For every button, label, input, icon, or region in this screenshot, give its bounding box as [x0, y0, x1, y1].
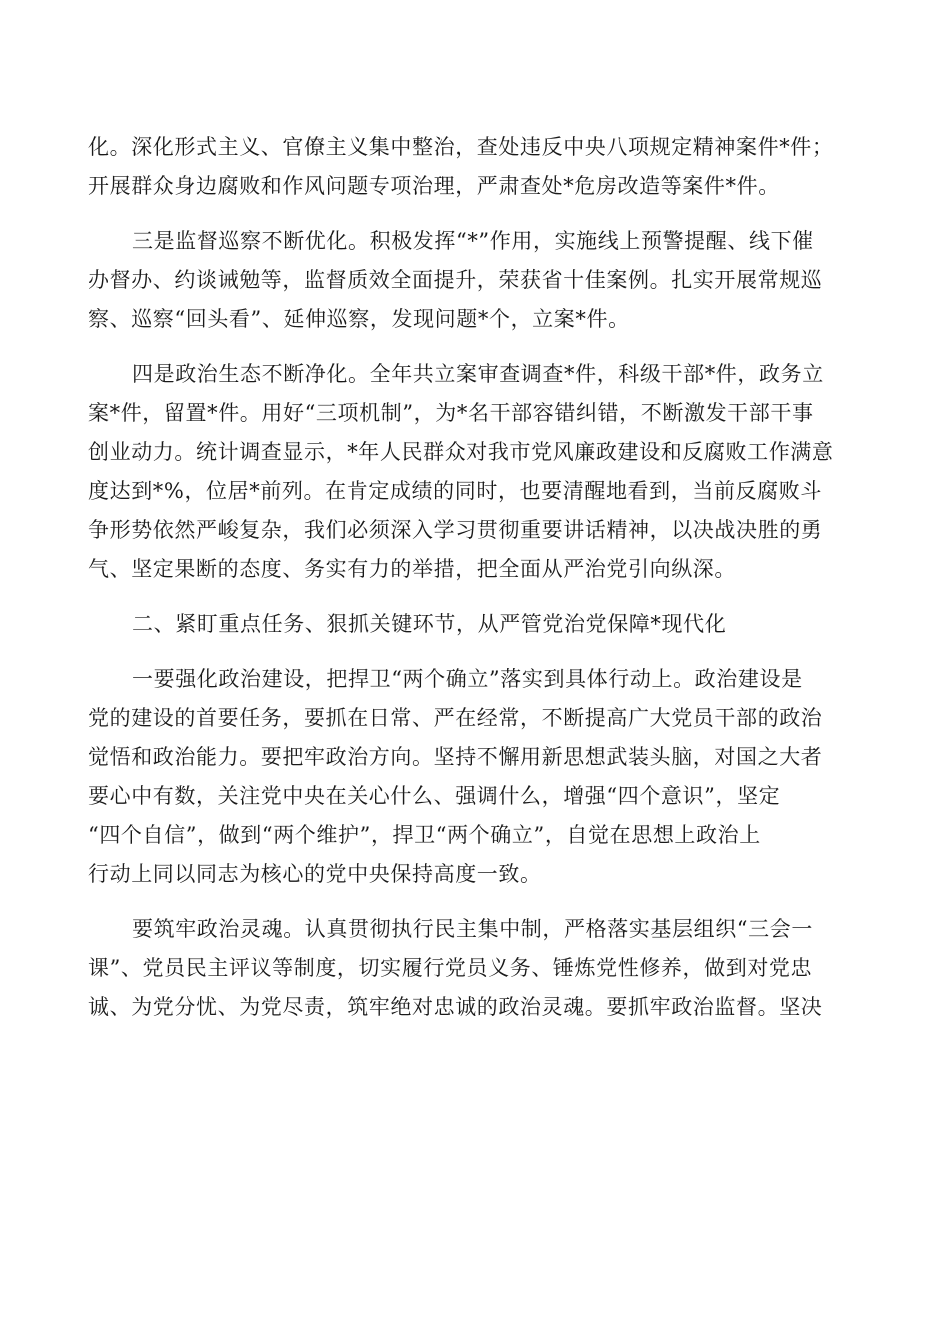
paragraph-political-ecology: [88, 355, 864, 589]
text-line: 案*件，留置*件。用好“三项机制”，为*名干部容错纠错，不断激发干部干事: [88, 401, 814, 425]
body-text: [88, 128, 864, 1027]
text-line: “四个自信”，做到“两个维护”，捍卫“两个确立”，自觉在思想上政治上: [88, 823, 761, 847]
text-line: 行动上同以同志为核心的党中央保持高度一致。: [88, 862, 542, 886]
text-line: 课”、党员民主评议等制度，切实履行党员义务、锤炼党性修养，做到对党忠: [88, 956, 813, 980]
paragraph-supervision: [88, 222, 864, 339]
text-line: 三是监督巡察不断优化。积极发挥“*”作用，实施线上预警提醒、线下催: [132, 229, 814, 253]
text-line: 党的建设的首要任务，要抓在日常、严在经常，不断提高广大党员干部的政治: [88, 706, 823, 730]
text-line: 气、坚定果断的态度、务实有力的举措，把全面从严治党引向纵深。: [88, 557, 736, 581]
text-line: 办督办、约谈诫勉等，监督质效全面提升，荣获省十佳案例。扎实开展常规巡: [88, 268, 823, 292]
heading-line: 二、紧盯重点任务、狠抓关键环节，从严管党治党保障*现代化: [132, 612, 727, 636]
text-line: 察、巡察“回头看”、延伸巡察，发现问题*个，立案*件。: [88, 307, 630, 331]
section-heading: [88, 605, 864, 644]
text-line: 诚、为党分忧、为党尽责，筑牢绝对忠诚的政治灵魂。要抓牢政治监督。坚决: [88, 995, 823, 1019]
text-line: 四是政治生态不断净化。全年共立案审查调查*件，科级干部*件，政务立: [132, 362, 824, 386]
text-line: 觉悟和政治能力。要把牢政治方向。坚持不懈用新思想武装头脑，对国之大者: [88, 745, 823, 769]
paragraph-continuation: [88, 128, 864, 206]
text-line: 要心中有数，关注党中央在关心什么、强调什么，增强“四个意识”，坚定: [88, 784, 781, 808]
text-line: 要筑牢政治灵魂。认真贯彻执行民主集中制，严格落实基层组织“三会一: [132, 917, 813, 941]
text-line: 争形势依然严峻复杂，我们必须深入学习贯彻重要讲话精神，以决战决胜的勇: [88, 518, 823, 542]
text-line: 度达到*%，位居*前列。在肯定成绩的同时，也要清醒地看到，当前反腐败斗: [88, 479, 822, 503]
text-line: 一要强化政治建设，把捍卫“两个确立”落实到具体行动上。政治建设是: [132, 667, 803, 691]
paragraph-political-building: [88, 660, 864, 894]
text-line: 化。深化形式主义、官僚主义集中整治，查处违反中央八项规定精神案件*件；: [88, 135, 834, 159]
text-line: 创业动力。统计调查显示，*年人民群众对我市党风廉政建设和反腐败工作满意: [88, 440, 834, 464]
text-line: 开展群众身边腐败和作风问题专项治理，严肃查处*危房改造等案件*件。: [88, 174, 780, 198]
paragraph-political-soul: [88, 910, 864, 1027]
